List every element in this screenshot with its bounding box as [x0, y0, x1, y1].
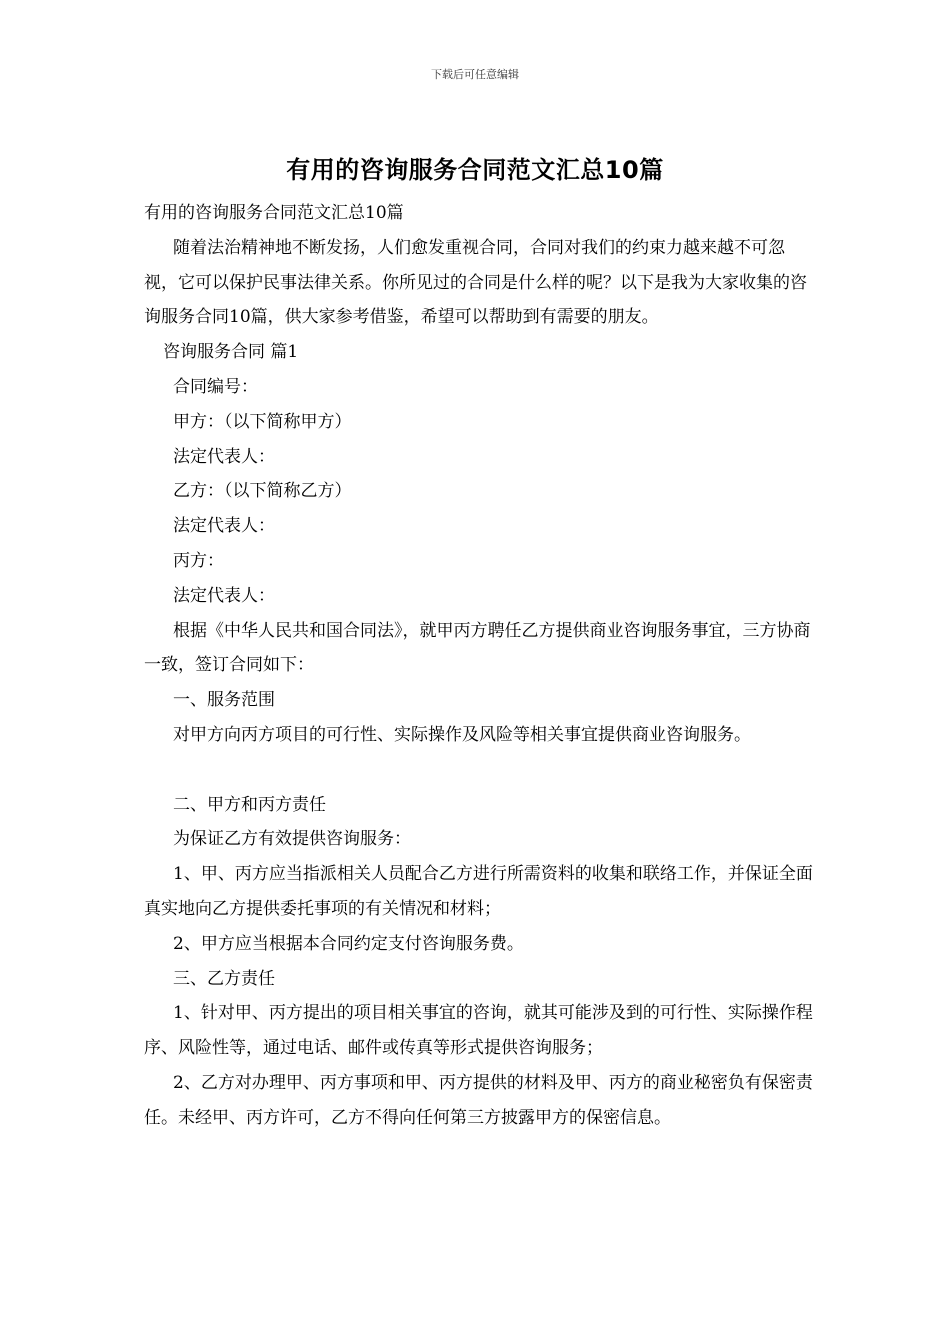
clause-heading-1: 一、服务范围: [173, 690, 275, 711]
party-c-line: 丙方：: [173, 550, 224, 571]
party-c-representative-line: 法定代表人：: [173, 585, 275, 606]
clause-2-item-2: 2、甲方应当根据本合同约定支付咨询服务费。: [173, 933, 524, 954]
document-title: 有用的咨询服务合同范文汇总10篇: [286, 156, 664, 184]
clause-3-item-2: 2、乙方对办理甲、丙方事项和甲、丙方提供的材料及甲、丙方的商业秘密负有保密责任。未经甲、丙方许可，乙方不得向任何第三方披露甲方的保密信息。: [144, 1072, 813, 1128]
header-note: 下载后可任意编辑: [431, 68, 519, 81]
clause-2-item-1: 1、甲、丙方应当指派相关人员配合乙方进行所需资料的收集和联络工作，并保证全面真实地向乙方提供委托事项的有关情况和材料；: [144, 864, 813, 919]
party-a-line: 甲方：（以下简称甲方）: [173, 411, 352, 432]
paragraph-gap: [144, 753, 816, 788]
clause-3-item-1: 1、针对甲、丙方提出的项目相关事宜的咨询，就其可能涉及到的可行性、实际操作程序、风险性等，通过电话、邮件或传真等形式提供咨询服务；: [144, 1003, 813, 1059]
contract-number-line: 合同编号：: [173, 376, 258, 397]
party-b-representative-line: 法定代表人：: [173, 516, 275, 537]
party-a-representative-line: 法定代表人：: [173, 446, 275, 467]
subtitle-paragraph: 有用的咨询服务合同范文汇总10篇: [144, 203, 404, 223]
section-heading-contract-1: 咨询服务合同 篇1: [163, 342, 299, 363]
document-body: [144, 196, 816, 1136]
clause-heading-2: 二、甲方和丙方责任: [173, 794, 326, 815]
clause-2-intro: 为保证乙方有效提供咨询服务：: [173, 829, 411, 850]
intro-paragraph: 随着法治精神地不断发扬，人们愈发重视合同，合同对我们的约束力越来越不可忽视，它可以保护民事法律关系。你所见过的合同是什么样的呢？以下是我为大家收集的咨询服务合同10篇，供大家参考借鉴，希望可以帮助到有需要的朋友。: [144, 237, 807, 328]
party-b-line: 乙方：（以下简称乙方）: [173, 481, 352, 502]
clause-1-text: 对甲方向丙方项目的可行性、实际操作及风险等相关事宜提供商业咨询服务。: [173, 724, 751, 745]
clause-heading-3: 三、乙方责任: [173, 968, 275, 989]
preamble-paragraph: 根据《中华人民共和国合同法》，就甲丙方聘任乙方提供商业咨询服务事宜，三方协商一致，签订合同如下：: [144, 620, 811, 676]
